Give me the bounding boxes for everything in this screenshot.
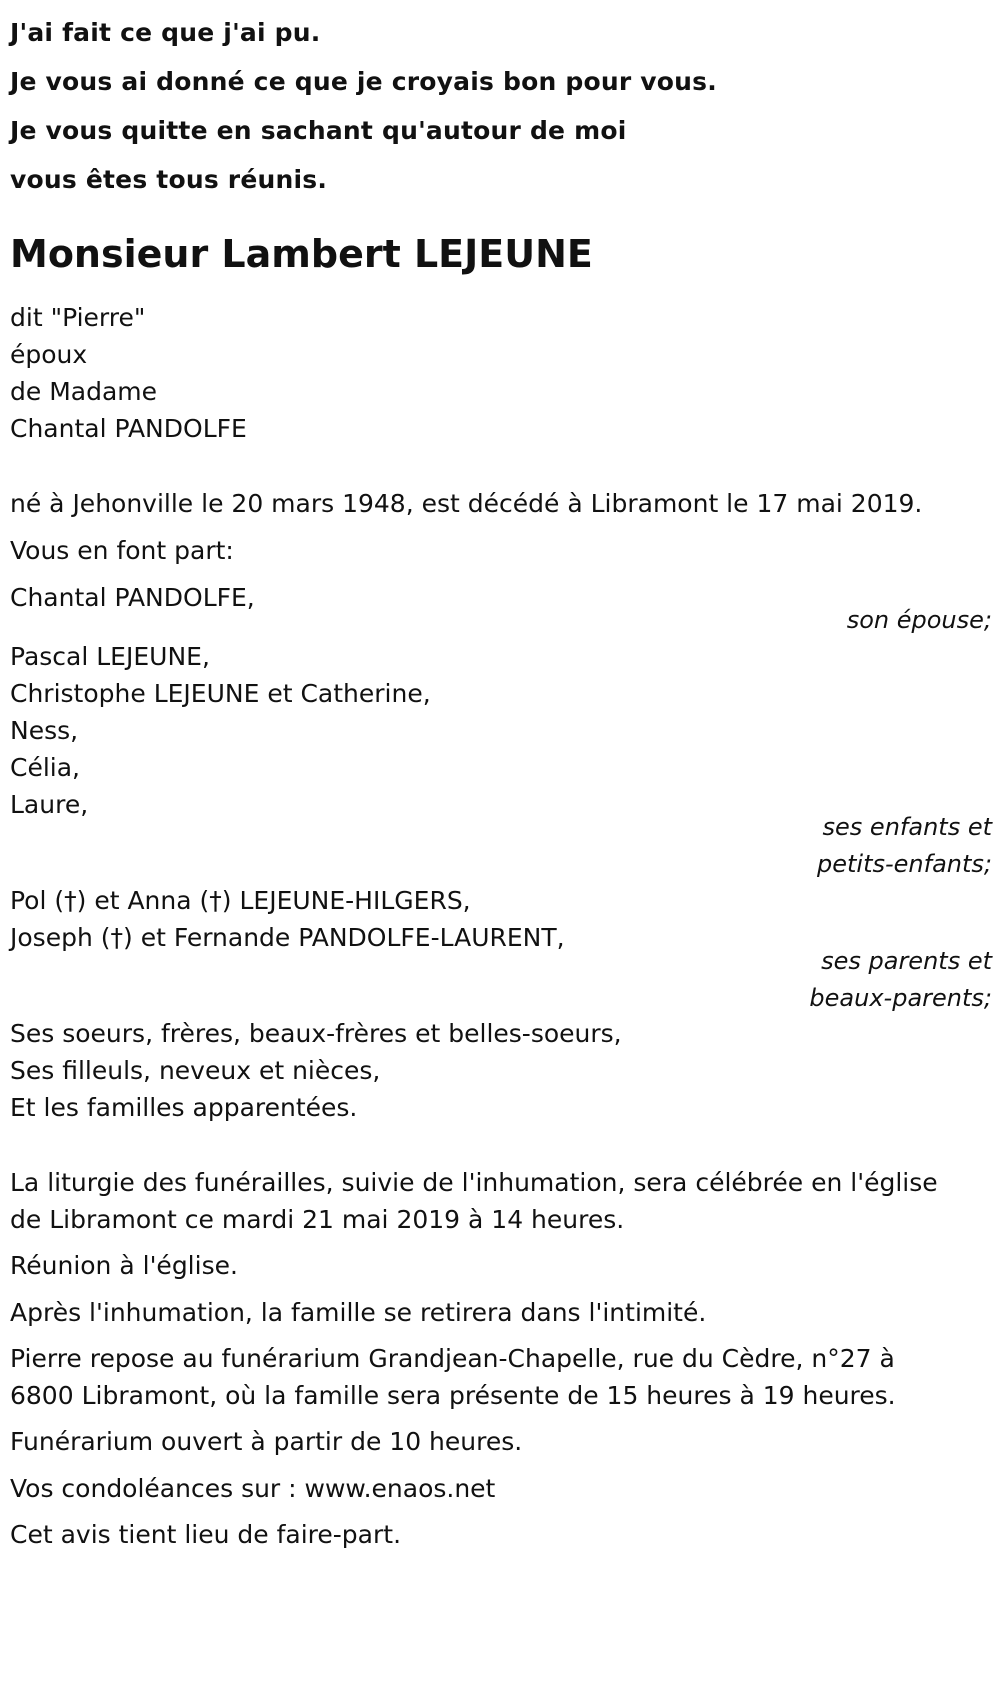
funerarium-hours: Funérarium ouvert à partir de 10 heures. — [10, 1427, 523, 1456]
role-parents: beaux-parents; — [809, 984, 992, 1012]
nickname: dit "Pierre" — [10, 303, 146, 332]
funerarium-line: 6800 Libramont, où la famille sera présente de 15 heures à 19 heures. — [10, 1381, 896, 1410]
mourner-child: Ness, — [10, 716, 79, 745]
funerarium-line: Pierre repose au funérarium Grandjean-Chapelle, rue du Cèdre, n°27 à — [10, 1344, 895, 1373]
birth-death-line: né à Jehonville le 20 mars 1948, est décédé à Libramont le 17 mai 2019. — [10, 489, 923, 518]
mourner-spouse: Chantal PANDOLFE, — [10, 583, 255, 612]
mourner-child: Célia, — [10, 753, 80, 782]
notice-line: Cet avis tient lieu de faire-part. — [10, 1520, 402, 1549]
liturgy-line: de Libramont ce mardi 21 mai 2019 à 14 heures. — [10, 1205, 625, 1234]
liturgy-line: La liturgie des funérailles, suivie de l'inhumation, sera célébrée en l'église — [10, 1168, 938, 1197]
condolences-line: Vos condoléances sur : www.enaos.net — [10, 1474, 496, 1503]
role-spouse: son épouse; — [846, 606, 992, 634]
after-burial-line: Après l'inhumation, la famille se retirera dans l'intimité. — [10, 1298, 707, 1327]
role-children: ses enfants et — [822, 813, 992, 841]
reunion-line: Réunion à l'église. — [10, 1251, 238, 1280]
opening-quote — [10, 8, 717, 204]
mourner-parents: Joseph (†) et Fernande PANDOLFE-LAURENT, — [10, 923, 565, 952]
quote-line: Je vous ai donné ce que je croyais bon pour vous. — [10, 67, 717, 96]
deceased-name: Monsieur Lambert LEJEUNE — [10, 232, 593, 276]
mourner-child: Pascal LEJEUNE, — [10, 642, 210, 671]
quote-line: J'ai fait ce que j'ai pu. — [10, 18, 321, 47]
mourner-family: Ses filleuls, neveux et nièces, — [10, 1056, 381, 1085]
spouse-name: Chantal PANDOLFE — [10, 414, 247, 443]
role-parents: ses parents et — [821, 947, 992, 975]
quote-line: Je vous quitte en sachant qu'autour de moi — [10, 116, 627, 145]
role-children: petits-enfants; — [817, 850, 992, 878]
announcement-intro: Vous en font part: — [10, 536, 234, 565]
mourner-parents: Pol (†) et Anna (†) LEJEUNE-HILGERS, — [10, 886, 471, 915]
quote-line: vous êtes tous réunis. — [10, 165, 328, 194]
spouse-relation: époux — [10, 340, 88, 369]
mourner-family: Ses soeurs, frères, beaux-frères et belles-soeurs, — [10, 1019, 622, 1048]
mourner-child: Christophe LEJEUNE et Catherine, — [10, 679, 431, 708]
mourner-child: Laure, — [10, 790, 89, 819]
mourner-family: Et les familles apparentées. — [10, 1093, 358, 1122]
spouse-title: de Madame — [10, 377, 158, 406]
